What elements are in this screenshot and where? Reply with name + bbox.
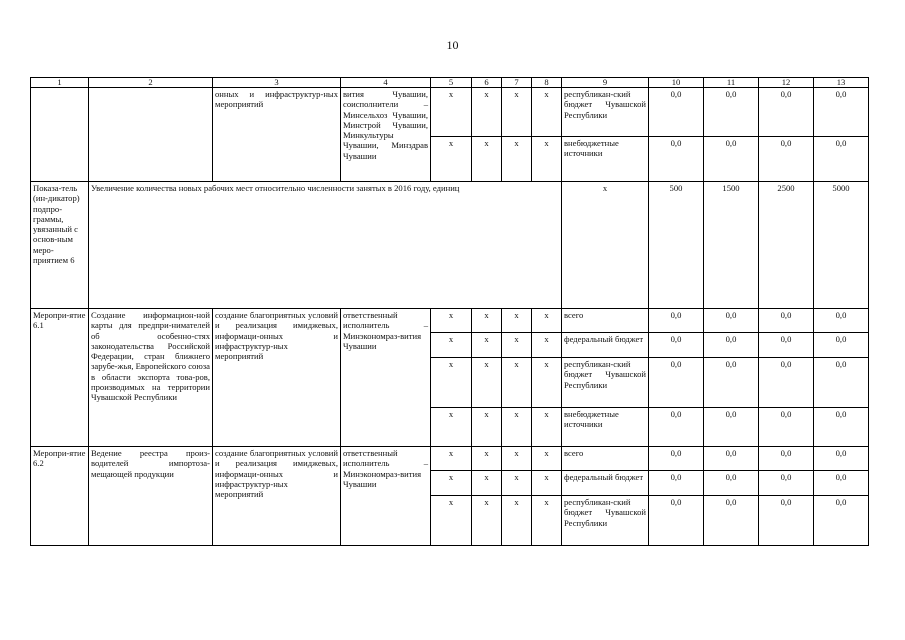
x-cell: x	[431, 88, 472, 137]
value-cell: 0,0	[759, 137, 814, 182]
x-cell: x	[532, 447, 562, 471]
x-cell: x	[431, 137, 472, 182]
value-cell: 0,0	[704, 408, 759, 447]
col-number: 11	[704, 78, 759, 88]
col-number: 9	[562, 78, 649, 88]
x-cell: x	[502, 358, 532, 408]
measure-title: Создание информацион-ной карты для предпри-нимателей об особенно-стях законодательства Российской Федерации, стран ближнего зарубе-жья, Европейского союза в области экспорта това-ров, производимых на территории Чувашской Республики	[89, 309, 213, 447]
table-row	[31, 88, 869, 137]
table-row	[31, 309, 869, 333]
x-cell: x	[472, 333, 502, 358]
x-cell: x	[431, 358, 472, 408]
value-cell: 0,0	[704, 471, 759, 496]
col-number: 1	[31, 78, 89, 88]
funding-source: всего	[562, 447, 649, 471]
x-cell: x	[472, 137, 502, 182]
value-cell: 0,0	[704, 496, 759, 546]
x-cell: x	[502, 408, 532, 447]
x-cell: x	[532, 333, 562, 358]
col-number: 10	[649, 78, 704, 88]
x-cell: x	[472, 309, 502, 333]
x-cell: x	[532, 88, 562, 137]
x-cell: x	[532, 496, 562, 546]
x-cell: x	[431, 309, 472, 333]
value-cell: 0,0	[759, 333, 814, 358]
empty-cell	[89, 88, 213, 182]
value-cell: 0,0	[649, 137, 704, 182]
executor-cell: ответственный исполнитель – Минэкономраз-вития Чувашии	[341, 309, 431, 447]
value-cell: 0,0	[649, 447, 704, 471]
funding-source: всего	[562, 309, 649, 333]
x-cell: x	[532, 408, 562, 447]
value-cell: 0,0	[704, 309, 759, 333]
x-cell: x	[532, 471, 562, 496]
value-cell: 0,0	[814, 309, 869, 333]
x-cell: x	[472, 447, 502, 471]
x-cell: x	[532, 137, 562, 182]
col-number: 8	[532, 78, 562, 88]
goal-cell: онных и инфраструктур-ных мероприятий	[213, 88, 341, 182]
x-cell: x	[502, 447, 532, 471]
measure-label: Меропри-ятие 6.1	[31, 309, 89, 447]
col-number: 4	[341, 78, 431, 88]
value-cell: 0,0	[649, 471, 704, 496]
col-number: 13	[814, 78, 869, 88]
value-cell: 0,0	[759, 471, 814, 496]
value-cell: 0,0	[759, 309, 814, 333]
x-cell: x	[472, 88, 502, 137]
x-cell: x	[472, 471, 502, 496]
col-number: 3	[213, 78, 341, 88]
value-cell: 0,0	[814, 88, 869, 137]
value-cell: 0,0	[704, 333, 759, 358]
program-table	[30, 77, 869, 546]
x-cell: x	[431, 333, 472, 358]
value-cell: 0,0	[759, 496, 814, 546]
funding-source: республикан-ский бюджет Чувашской Республики	[562, 358, 649, 408]
value-cell: 0,0	[759, 408, 814, 447]
col-number: 6	[472, 78, 502, 88]
value-cell: 0,0	[704, 358, 759, 408]
col-number: 12	[759, 78, 814, 88]
value-cell: 0,0	[814, 358, 869, 408]
measure-label: Меропри-ятие 6.2	[31, 447, 89, 546]
x-cell: x	[532, 309, 562, 333]
value-cell: 0,0	[814, 333, 869, 358]
funding-source: внебюджетные источники	[562, 137, 649, 182]
value-cell: 0,0	[814, 408, 869, 447]
executor-cell: вития Чувашии, соисполнители – Минсельхоз Чувашии, Минстрой Чувашии, Минкультуры Чувашии, Минздрав Чувашии	[341, 88, 431, 182]
empty-cell	[31, 88, 89, 182]
x-cell: x	[502, 88, 532, 137]
indicator-text: Увеличение количества новых рабочих мест относительно численности занятых в 2016 году, единиц	[89, 182, 562, 309]
measure-title: Ведение реестра произ-водителей импортоза-мещающей продукции	[89, 447, 213, 546]
value-cell: 0,0	[814, 447, 869, 471]
table-body	[31, 78, 869, 546]
value-cell: 0,0	[759, 88, 814, 137]
col-number: 2	[89, 78, 213, 88]
x-cell: x	[502, 471, 532, 496]
indicator-value: 1500	[704, 182, 759, 309]
value-cell: 0,0	[704, 447, 759, 471]
x-cell: x	[502, 137, 532, 182]
x-cell: x	[431, 408, 472, 447]
goal-cell: создание благоприятных условий и реализация имиджевых, информаци-онных и инфраструктур-ных мероприятий	[213, 447, 341, 546]
x-cell: x	[502, 333, 532, 358]
value-cell: 0,0	[704, 88, 759, 137]
x-cell: x	[502, 309, 532, 333]
value-cell: 0,0	[649, 88, 704, 137]
value-cell: 0,0	[759, 447, 814, 471]
funding-source: республикан-ский бюджет Чувашской Республики	[562, 88, 649, 137]
indicator-row	[31, 182, 869, 309]
column-number-row	[31, 78, 869, 88]
x-cell: x	[472, 358, 502, 408]
funding-source: федеральный бюджет	[562, 333, 649, 358]
value-cell: 0,0	[814, 471, 869, 496]
indicator-value: 500	[649, 182, 704, 309]
x-cell: x	[472, 408, 502, 447]
x-cell: x	[562, 182, 649, 309]
funding-source: федеральный бюджет	[562, 471, 649, 496]
value-cell: 0,0	[649, 408, 704, 447]
value-cell: 0,0	[649, 496, 704, 546]
value-cell: 0,0	[649, 309, 704, 333]
value-cell: 0,0	[704, 137, 759, 182]
col-number: 5	[431, 78, 472, 88]
x-cell: x	[502, 496, 532, 546]
value-cell: 0,0	[759, 358, 814, 408]
indicator-value: 5000	[814, 182, 869, 309]
executor-cell: ответственный исполнитель – Минэкономраз-вития Чувашии	[341, 447, 431, 546]
indicator-label: Показа-тель (ин-дикатор) подпро-граммы, увязанный с основ-ным меро-приятием 6	[31, 182, 89, 309]
table-row	[31, 447, 869, 471]
value-cell: 0,0	[814, 496, 869, 546]
x-cell: x	[532, 358, 562, 408]
goal-cell: создание благоприятных условий и реализация имиджевых, информаци-онных и инфраструктур-ных мероприятий	[213, 309, 341, 447]
funding-source: внебюджетные источники	[562, 408, 649, 447]
x-cell: x	[431, 496, 472, 546]
col-number: 7	[502, 78, 532, 88]
value-cell: 0,0	[814, 137, 869, 182]
x-cell: x	[431, 447, 472, 471]
value-cell: 0,0	[649, 358, 704, 408]
indicator-value: 2500	[759, 182, 814, 309]
funding-source: республикан-ский бюджет Чувашской Республики	[562, 496, 649, 546]
x-cell: x	[472, 496, 502, 546]
page-number: 10	[446, 38, 459, 52]
x-cell: x	[431, 471, 472, 496]
value-cell: 0,0	[649, 333, 704, 358]
